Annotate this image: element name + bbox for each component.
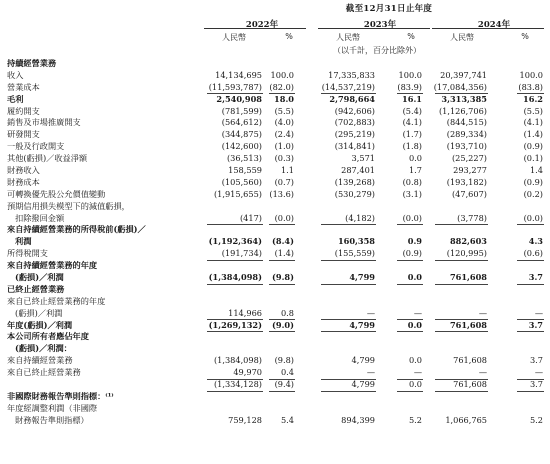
row-label: (虧損)／利潤 bbox=[15, 272, 64, 283]
table-row bbox=[7, 165, 543, 177]
row-value: (83.9) bbox=[397, 81, 422, 92]
pct-header-2022: % bbox=[285, 32, 293, 41]
table-row bbox=[7, 403, 543, 415]
row-label: 來自持續經營業務 bbox=[7, 355, 73, 366]
row-label: 履約開支 bbox=[7, 105, 40, 116]
row-label: 非國際財務報告準則指標：⁽¹⁾ bbox=[7, 390, 114, 401]
row-value: (0.0) bbox=[523, 212, 543, 223]
row-value: 761,608 bbox=[453, 355, 487, 366]
row-value: (83.8) bbox=[518, 81, 543, 92]
table-row bbox=[7, 236, 543, 248]
table-row bbox=[7, 391, 543, 403]
row-value: 100.0 bbox=[398, 69, 422, 80]
row-label: 年度(虧損)／利潤 bbox=[7, 319, 73, 330]
row-value: (4.1) bbox=[402, 117, 422, 128]
row-label: 財務報告準則指標） bbox=[15, 414, 89, 425]
row-value: (1.7) bbox=[402, 129, 422, 140]
row-value: 49,970 bbox=[233, 367, 262, 378]
row-value: (5.5) bbox=[274, 105, 294, 116]
row-value: (3.1) bbox=[402, 188, 422, 199]
row-value: (0.3) bbox=[274, 153, 294, 164]
row-value: 114,966 bbox=[228, 307, 262, 318]
row-value: 0.0 bbox=[408, 379, 422, 390]
row-value: 16.2 bbox=[523, 93, 543, 104]
row-value: — bbox=[534, 367, 543, 378]
row-label: 財務成本 bbox=[7, 176, 40, 187]
row-value: (1,126,706) bbox=[438, 105, 487, 116]
currency-header-2024: 人民幣 bbox=[450, 33, 474, 42]
row-value: 3.7 bbox=[529, 355, 543, 366]
table-row bbox=[7, 224, 543, 236]
table-row bbox=[7, 308, 543, 320]
row-value: (82.0) bbox=[269, 81, 294, 92]
row-value: 17,335,833 bbox=[328, 69, 375, 80]
row-label: 本公司所有者應佔年度 bbox=[7, 331, 89, 342]
row-value: (1.8) bbox=[402, 141, 422, 152]
row-label: 持續經營業務 bbox=[7, 58, 57, 68]
table-row bbox=[7, 117, 543, 129]
table-row bbox=[7, 355, 543, 367]
row-value: (1,384,098) bbox=[208, 272, 262, 283]
row-value: 3.7 bbox=[528, 319, 543, 330]
row-value: (1.4) bbox=[523, 129, 543, 140]
row-value: 761,608 bbox=[449, 272, 487, 283]
row-value: (11,593,787) bbox=[208, 81, 262, 92]
row-value: 761,608 bbox=[453, 379, 487, 390]
row-label: (虧損)／利潤 bbox=[15, 307, 63, 318]
row-value: 1.1 bbox=[280, 165, 294, 176]
row-value: 0.4 bbox=[280, 367, 294, 378]
row-value: (1,192,364) bbox=[208, 236, 262, 247]
row-value: (139,268) bbox=[334, 176, 375, 187]
row-value: 287,401 bbox=[341, 165, 375, 176]
row-value: — bbox=[534, 307, 543, 318]
row-value: (1,384,098) bbox=[213, 355, 262, 366]
row-label: 營業成本 bbox=[7, 81, 40, 92]
row-value: 16.1 bbox=[402, 93, 422, 104]
row-value: (344,875) bbox=[221, 129, 262, 140]
table-row bbox=[7, 320, 543, 332]
period-header: 截至12月31日止年度 bbox=[345, 4, 433, 14]
row-value: — bbox=[366, 367, 375, 378]
row-value: 3,313,385 bbox=[441, 93, 487, 104]
row-value: (781,599) bbox=[221, 105, 262, 116]
row-value: — bbox=[413, 307, 422, 318]
row-value: 100.0 bbox=[270, 69, 294, 80]
row-label: (虧損)／利潤： bbox=[15, 343, 72, 354]
row-value: (295,219) bbox=[334, 129, 375, 140]
row-value: (25,227) bbox=[451, 153, 487, 164]
row-value: (0.9) bbox=[402, 248, 422, 259]
table-row bbox=[7, 94, 543, 106]
table-row bbox=[7, 129, 543, 141]
row-value: (120,995) bbox=[446, 248, 487, 259]
row-value: 4,799 bbox=[349, 319, 375, 330]
row-value: (314,841) bbox=[334, 141, 375, 152]
row-label: 研發開支 bbox=[7, 129, 40, 140]
row-value: (193,182) bbox=[446, 176, 487, 187]
table-row bbox=[7, 248, 543, 260]
row-value: (5.5) bbox=[523, 105, 543, 116]
row-label: 來自已終止經營業務的年度 bbox=[7, 295, 106, 306]
row-value: 3.7 bbox=[529, 379, 543, 390]
table-row bbox=[7, 379, 543, 391]
row-value: (3,778) bbox=[457, 212, 487, 223]
table-row bbox=[7, 201, 543, 213]
pct-header-2024: % bbox=[521, 32, 529, 41]
row-value: (17,084,356) bbox=[433, 81, 487, 92]
row-value: (1,334,128) bbox=[213, 379, 262, 390]
row-value: (155,559) bbox=[334, 248, 375, 259]
row-label: 來自持續經營業務的年度 bbox=[7, 260, 98, 271]
row-label: 預期信用損失模型下的減值虧損， bbox=[7, 200, 130, 211]
row-value: — bbox=[478, 307, 487, 318]
row-value: (1.0) bbox=[274, 141, 294, 152]
table-row bbox=[7, 296, 543, 308]
row-value: (4,182) bbox=[345, 212, 375, 223]
year-2022-header: 2022年 bbox=[245, 20, 279, 30]
row-value: (417) bbox=[239, 212, 262, 223]
row-label: 一般及行政開支 bbox=[7, 141, 65, 152]
row-value: (1,269,132) bbox=[208, 319, 262, 330]
row-label: 財務收入 bbox=[7, 165, 40, 176]
row-value: (564,612) bbox=[221, 117, 262, 128]
row-value: (0.8) bbox=[402, 176, 422, 187]
row-value: (47,607) bbox=[451, 188, 487, 199]
row-value: (844,515) bbox=[446, 117, 487, 128]
year-2022-rule bbox=[204, 28, 306, 29]
row-value: 1.4 bbox=[529, 165, 543, 176]
row-value: (9.8) bbox=[272, 272, 294, 283]
table-row bbox=[7, 272, 543, 284]
table-row bbox=[7, 58, 543, 70]
row-label: 利潤 bbox=[15, 236, 32, 247]
row-value: 0.0 bbox=[408, 153, 422, 164]
row-value: (289,334) bbox=[446, 129, 487, 140]
row-value: (36,513) bbox=[226, 153, 262, 164]
table-row bbox=[7, 141, 543, 153]
row-value: 894,399 bbox=[341, 414, 375, 425]
table-row bbox=[7, 331, 543, 343]
unit-note: （以千計，百分比除外） bbox=[333, 46, 421, 55]
row-value: (0.9) bbox=[523, 141, 543, 152]
row-value: (193,710) bbox=[446, 141, 487, 152]
table-row bbox=[7, 106, 543, 118]
table-row bbox=[7, 153, 543, 165]
row-value: (530,279) bbox=[334, 188, 375, 199]
row-value: (13.6) bbox=[269, 188, 294, 199]
row-value: 4,799 bbox=[351, 379, 375, 390]
row-value: — bbox=[478, 367, 487, 378]
row-value: 1,066,765 bbox=[445, 414, 487, 425]
table-row bbox=[7, 415, 543, 427]
row-label: 收入 bbox=[7, 69, 24, 80]
row-value: 5.2 bbox=[529, 414, 543, 425]
row-value: (14,537,219) bbox=[321, 81, 375, 92]
row-value: (0.0) bbox=[402, 212, 422, 223]
row-label: 已終止經營業務 bbox=[7, 283, 65, 294]
row-value: 18.0 bbox=[274, 93, 294, 104]
table-row bbox=[7, 82, 543, 94]
row-value: 0.8 bbox=[280, 307, 294, 318]
row-value: (9.0) bbox=[272, 319, 294, 330]
row-value: (0.6) bbox=[523, 248, 543, 259]
table-row bbox=[7, 343, 543, 355]
row-value: (5.4) bbox=[402, 105, 422, 116]
row-value: 158,559 bbox=[228, 165, 262, 176]
row-value: 0.0 bbox=[407, 272, 422, 283]
row-value: — bbox=[366, 307, 375, 318]
pct-header-2023: % bbox=[407, 32, 415, 41]
row-value: (0.7) bbox=[274, 176, 294, 187]
row-value: 3.7 bbox=[528, 272, 543, 283]
row-value: 20,397,741 bbox=[440, 69, 487, 80]
row-value: 4,799 bbox=[351, 355, 375, 366]
row-value: 882,603 bbox=[449, 236, 487, 247]
row-value: 0.0 bbox=[407, 319, 422, 330]
row-label: 可轉換優先股公允價值變動 bbox=[7, 188, 106, 199]
row-value: (0.9) bbox=[523, 176, 543, 187]
income-table bbox=[7, 58, 543, 427]
row-label: 來自已終止經營業務 bbox=[7, 367, 81, 378]
row-value: 100.0 bbox=[519, 69, 543, 80]
table-row bbox=[7, 177, 543, 189]
row-label: 所得稅開支 bbox=[7, 248, 48, 259]
row-label: 其他(虧損)／收益淨額 bbox=[7, 153, 88, 164]
row-value: (942,606) bbox=[334, 105, 375, 116]
year-2024-header: 2024年 bbox=[477, 20, 511, 30]
row-value: 2,540,908 bbox=[216, 93, 262, 104]
row-value: (4.0) bbox=[274, 117, 294, 128]
table-row bbox=[7, 213, 543, 225]
row-label: 年度經調整利潤（非國際 bbox=[7, 402, 98, 413]
row-value: 2,798,664 bbox=[329, 93, 375, 104]
row-label: 銷售及市場推廣開支 bbox=[7, 117, 81, 128]
row-value: 160,358 bbox=[337, 236, 375, 247]
row-value: 3,571 bbox=[351, 153, 375, 164]
row-value: (4.1) bbox=[523, 117, 543, 128]
year-2023-rule bbox=[318, 28, 430, 29]
row-label: 毛利 bbox=[7, 93, 24, 104]
row-value: 759,128 bbox=[228, 414, 262, 425]
row-value: (2.4) bbox=[274, 129, 294, 140]
row-value: (9.4) bbox=[274, 379, 294, 390]
row-value: (191,734) bbox=[221, 248, 262, 259]
row-value: 4,799 bbox=[349, 272, 375, 283]
table-row bbox=[7, 70, 543, 82]
row-value: (8.4) bbox=[272, 236, 294, 247]
row-value: (1.4) bbox=[274, 248, 294, 259]
row-value: (0.1) bbox=[523, 153, 543, 164]
table-row bbox=[7, 189, 543, 201]
row-value: (1,915,655) bbox=[213, 188, 262, 199]
row-label: 扣除撥回金額 bbox=[15, 212, 65, 223]
currency-header-2022: 人民幣 bbox=[222, 33, 246, 42]
row-value: 761,608 bbox=[449, 319, 487, 330]
row-value: (702,883) bbox=[334, 117, 375, 128]
table-row bbox=[7, 367, 543, 379]
row-value: (142,600) bbox=[221, 141, 262, 152]
row-value: (105,560) bbox=[221, 176, 262, 187]
row-value: 0.0 bbox=[408, 355, 422, 366]
currency-header-2023: 人民幣 bbox=[336, 33, 360, 42]
year-2024-rule bbox=[432, 28, 544, 29]
table-row bbox=[7, 260, 543, 272]
table-row bbox=[7, 284, 543, 296]
row-value: 1.7 bbox=[408, 165, 422, 176]
row-value: 14,134,695 bbox=[215, 69, 262, 80]
row-value: (9.8) bbox=[274, 355, 294, 366]
row-label: 來自持續經營業務的所得稅前(虧損)／ bbox=[7, 224, 146, 235]
year-2023-header: 2023年 bbox=[363, 20, 397, 30]
row-value: (0.2) bbox=[523, 188, 543, 199]
row-value: (0.0) bbox=[274, 212, 294, 223]
row-value: 293,277 bbox=[453, 165, 487, 176]
row-value: 0.9 bbox=[407, 236, 422, 247]
row-value: — bbox=[413, 367, 422, 378]
row-value: 4.3 bbox=[528, 236, 543, 247]
row-value: 5.4 bbox=[280, 414, 294, 425]
row-value: 5.2 bbox=[408, 414, 422, 425]
